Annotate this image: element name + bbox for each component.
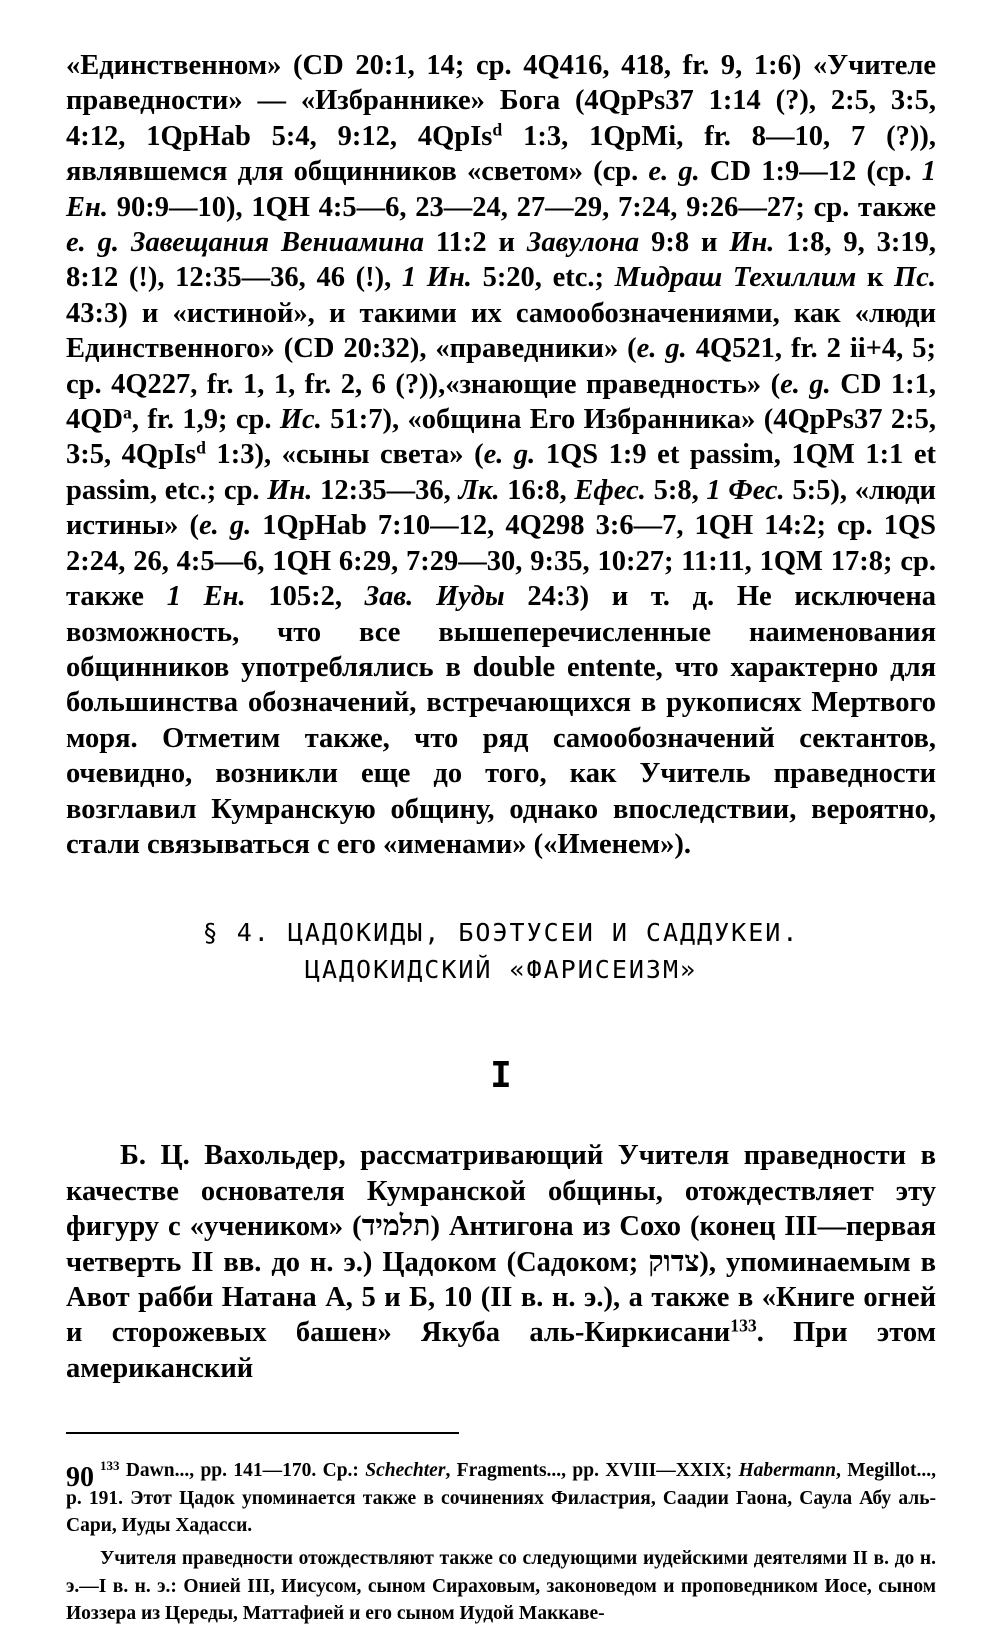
text-run: 16:8, [499,474,575,506]
text-run: 1:3), «сыны света» ( [205,439,484,471]
text-run: , fr. 1,9; ср. [131,404,280,436]
text-run: Dawn..., pp. 141—170. Ср.: [119,1460,366,1482]
text-run: , Megillot..., p. 191. Этот Цадок упоминается также в сочинениях Филастрия, Саадии Гаона, Саула Абу аль-Сари, Иуды Хадасси. [66,1460,937,1536]
subsection-numeral: I [490,1055,512,1097]
text-run: 5:8, [645,474,707,506]
italic-run: e. g. Завещания Вениамина [66,227,425,259]
italic-run: Ис. [279,404,322,436]
section-heading-line-2: ЦАДОКИДСКИЙ «ФАРИСЕИЗМ» [304,955,698,985]
italic-run: Завулона [526,227,640,259]
section-heading [66,914,936,988]
footnote-continuation: Учителя праведности отождествляют также со следующими иудейскими деятелями II в. до н. э.—I в. н. э.: Онией III, Иисусом, сыном Сираховым, законоведом и проповедником Иосе, сыном Иоззера из Цереды, Маттафией и его сыном Иудой Маккаве- [66,1548,936,1625]
superscript: d [196,437,206,458]
text-run: «Единственном» (CD 20:1, 14; ср. 4Q416, 418, fr. 9, 1:6) «Учителе праведности» — «Избраннике» Бога (4QpPs37 1:14 (?), 2:5, 3:5, 4:12, 1QpHab 5:4, 9:12, 4QpIs [66,50,936,152]
italic-run: Мидраш Техиллим [614,262,857,294]
text-run: 105:2, [245,581,365,613]
italic-run: 1 Ин. [401,262,472,294]
italic-run: Ин. [267,474,313,506]
section-heading-line-1: § 4. ЦАДОКИДЫ, БОЭТУСЕИ И САДДУКЕИ. [202,918,800,948]
body-paragraph [66,1138,936,1386]
text-run: 90:9—10), 1QH 4:5—6, 23—24, 27—29, 7:24, 9:26—27; ср. также [107,191,936,223]
italic-run: Ин. [729,227,775,259]
italic-run: e. g. [780,368,831,400]
italic-run: Ефес. [574,474,646,506]
text-run: 43:3) и «истиной», и такими их самообозначениями, как «люди Единственного» (CD 20:32), «праведники» ( [66,297,936,365]
hebrew-word: צדוק [648,1246,700,1278]
italic-run: Пс. [894,262,936,294]
text-run: 1:3, 1QpMi, fr. 8—10, 7 (?)), являвшемся для общинников «светом» (ср. [66,120,936,188]
text-run: ) Антигона из Сохо (конец III—первая четверть II вв. до н. э.) Цадоком (Садоком; [66,1211,936,1278]
italic-run: 1 Ен. [66,156,936,223]
text-run: 24:3) и т. д. Не исключена возможность, что все вышеперечисленные наименования общинников употреблялись в double entente, что характерно для большинства обозначений, встречающихся в рукописях Мертвого моря. Отметим также, что ряд самообозначений сектантов, очевидно, возникли еще до того, как Учитель праведности возглавил Кумранскую общину, однако впоследствии, вероятно, стали связываться с его «именами» («Именем»). [66,581,936,860]
text-run: , Fragments..., pp. XVIII—XXIX; [445,1460,739,1482]
italic-run: Schechter [365,1460,446,1482]
text-run: CD 1:1, 4QD [66,368,936,436]
text-run: Б. Ц. Вахольдер, рассматривающий Учителя праведности в качестве основателя Кумранской общины, отождествляет эту фигуру с «учеником» ( [66,1140,936,1243]
text-run: 4Q521, fr. 2 ii+4, 5; ср. 4Q227, fr. 1, 1, fr. 2, 6 (?)),«знающие праведность» ( [66,333,936,400]
text-run: к [856,262,895,294]
text-run: 51:7), «община Его Избранника» (4QpPs37 2:5, 3:5, 4QpIs [66,404,936,471]
text-run: 5:5), «люди истины» ( [66,474,936,542]
italic-run: Зав. Иуды [364,581,505,613]
footnote-133 [66,1452,936,1539]
text-run: 9:8 и [639,227,730,259]
italic-run: 1 Фес. [706,474,785,506]
text-run: 12:35—36, [312,474,459,506]
page-number: 90 [66,1462,94,1493]
superscript: a [123,402,132,423]
text-run: 5:20, etc.; [471,262,615,294]
text-run: 1QS 1:9 et passim, 1QM 1:1 et passim, etc.; ср. [66,439,936,506]
text-run: 1QpHab 7:10—12, 4Q298 3:6—7, 1QH 14:2; ср. 1QS 2:24, 26, 4:5—6, 1QH 6:29, 7:29—30, 9:35, 10:27; 11:11, 1QM 17:8; ср. также [66,510,936,613]
text-run: . При этом американский [66,1317,936,1384]
italic-run: Habermann [738,1460,836,1482]
italic-run: e. g. [648,156,700,188]
footnote-number: 133 [100,1458,120,1474]
footnotes [66,1452,936,1627]
italic-run: e. g. [198,510,252,542]
text-run: ), упоминаемым в Авот рабби Натана А, 5 и Б, 10 (II в. н. э.), а также в «Книге огней и сторожевых башен» Якуба аль-Киркисани [66,1246,936,1349]
italic-run: e. g. [483,439,536,471]
text-run: 11:2 и [424,227,527,259]
italic-run: Лк. [458,474,500,506]
text-run: CD 1:9—12 (ср. [699,156,922,188]
body-paragraph-continued [66,48,936,862]
italic-run: 1 Ен. [166,581,246,613]
text-run: 1:8, 9, 3:19, 8:12 (!), 12:35—36, 46 (!), [66,227,937,294]
hebrew-word: תלמיד [361,1211,431,1243]
footnote-reference[interactable]: 133 [730,1315,757,1336]
superscript: d [492,119,503,140]
footnote-separator [66,1432,459,1434]
italic-run: e. g. [636,333,687,365]
